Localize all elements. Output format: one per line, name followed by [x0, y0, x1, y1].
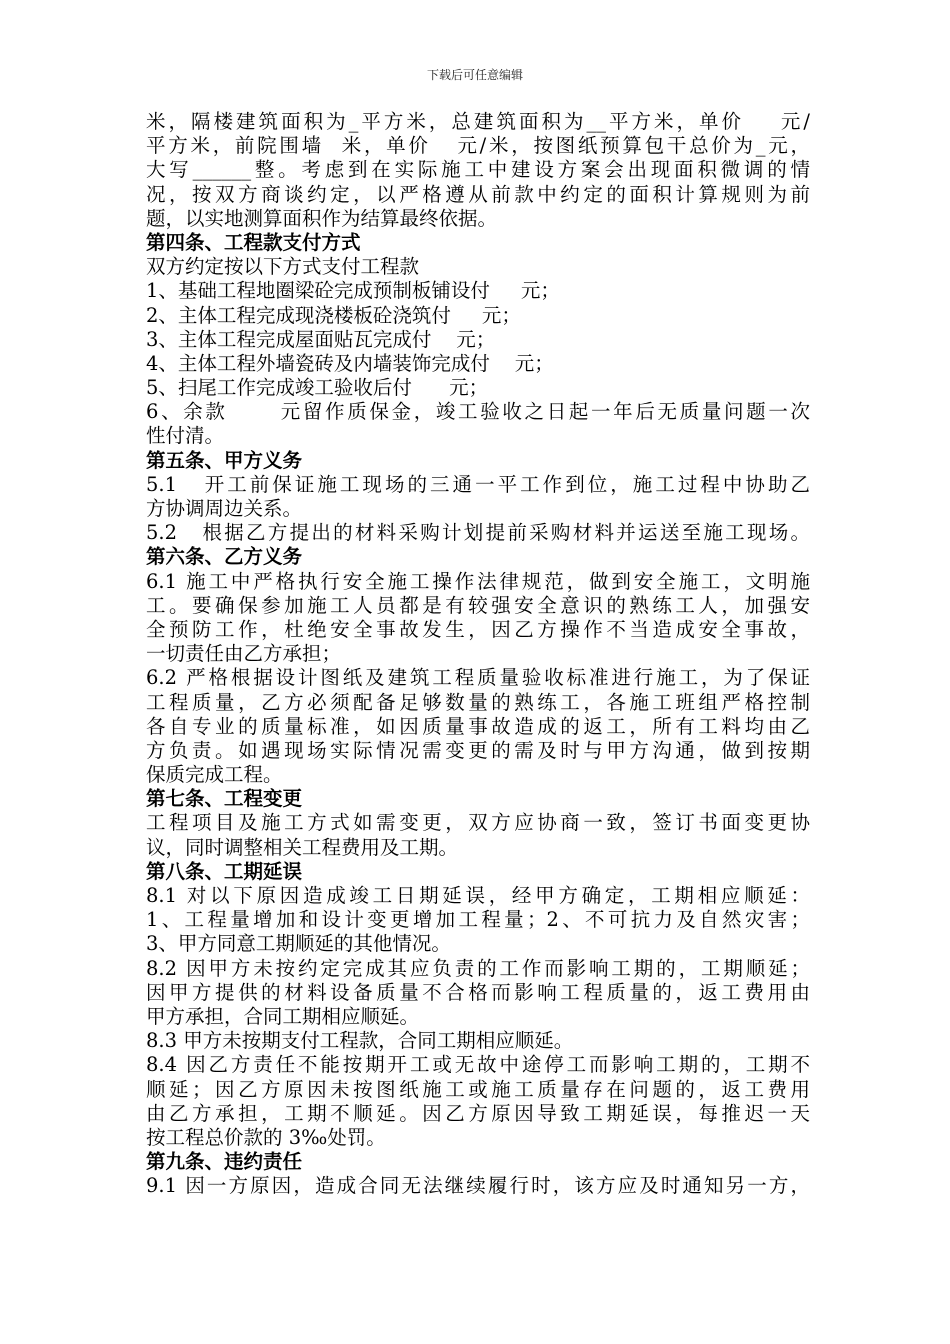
text-line: 工程项目及施工方式如需变更，双方应协商一致，签订书面变更协	[146, 811, 810, 835]
text-line: 平方米，前院围墙 米，单价 元/米，按图纸预算包干总价为_元，	[146, 134, 810, 158]
document-body	[146, 110, 810, 1198]
text-line: 8.4 因乙方责任不能按期开工或无故中途停工而影响工期的，工期不	[146, 1053, 810, 1077]
text-line: 全预防工作，杜绝安全事故发生，因乙方操作不当造成安全事故，	[146, 617, 810, 641]
text-line: 保质完成工程。	[146, 763, 283, 787]
text-line: 因甲方提供的材料设备质量不合格而影响工程质量的，返工费用由	[146, 980, 810, 1004]
text-line: 工。要确保参加施工人员都是有较强安全意识的熟练工人，加强安	[146, 593, 810, 617]
text-line: 双方约定按以下方式支付工程款	[146, 255, 420, 279]
text-line: 1、工程量增加和设计变更增加工程量；2、不可抗力及自然灾害；	[146, 908, 810, 932]
text-line: 3、主体工程完成屋面贴瓦完成付 元；	[146, 327, 496, 351]
text-line: 6.1 施工中严格执行安全施工操作法律规范，做到安全施工，文明施	[146, 569, 810, 593]
page-header: 下载后可任意编辑	[426, 68, 523, 82]
text-line: 6、余款 元留作质保金，竣工验收之日起一年后无质量问题一次	[146, 400, 810, 424]
text-line: 5、扫尾工作完成竣工验收后付 元；	[146, 376, 489, 400]
text-line: 8.2 因甲方未按约定完成其应负责的工作而影响工期的，工期顺延；	[146, 956, 810, 980]
text-line: 工程质量，乙方必须配备足够数量的熟练工，各施工班组严格控制	[146, 690, 810, 714]
section-heading: 第八条、工期延误	[146, 859, 303, 883]
text-line: 3、甲方同意工期顺延的其他情况。	[146, 932, 451, 956]
text-line: 况，按双方商谈约定，以严格遵从前款中约定的面积计算规则为前	[146, 182, 810, 206]
text-line: 题，以实地测算面积作为结算最终依据。	[146, 206, 498, 230]
text-line: 由乙方承担，工期不顺延。因乙方原因导致工期延误，每推迟一天	[146, 1101, 810, 1125]
text-line: 米，隔楼建筑面积为_平方米，总建筑面积为__平方米，单价 元/	[146, 110, 810, 133]
text-line: 6.2 严格根据设计图纸及建筑工程质量验收标准进行施工，为了保证	[146, 666, 810, 690]
text-line: 1、基础工程地圈梁砼完成预制板铺设付 元；	[146, 279, 560, 303]
text-line: 5.2 根据乙方提出的材料采购计划提前采购材料并运送至施工现场。	[146, 521, 810, 545]
text-line: 2、主体工程完成现浇楼板砼浇筑付 元；	[146, 303, 521, 327]
text-line: 各自专业的质量标准，如因质量事故造成的返工，所有工料均由乙	[146, 714, 810, 738]
text-line: 甲方承担，合同工期相应顺延。	[146, 1004, 420, 1028]
section-heading: 第六条、乙方义务	[146, 545, 303, 569]
text-line: 性付清。	[146, 424, 225, 448]
text-line: 方协调周边关系。	[146, 497, 303, 520]
text-line: 按工程总价款的 3‰处罚。	[146, 1125, 386, 1149]
text-line: 8.3 甲方未按期支付工程款，合同工期相应顺延。	[146, 1029, 574, 1053]
text-line: 8.1 对以下原因造成竣工日期延误，经甲方确定，工期相应顺延：	[146, 884, 810, 907]
text-line: 4、主体工程外墙瓷砖及内墙装饰完成付 元；	[146, 351, 554, 375]
section-heading: 第五条、甲方义务	[146, 448, 303, 472]
section-heading: 第七条、工程变更	[146, 787, 303, 811]
text-line: 5.1 开工前保证施工现场的三通一平工作到位，施工过程中协助乙	[146, 472, 810, 496]
text-line: 议，同时调整相关工程费用及工期。	[146, 835, 459, 859]
section-heading: 第四条、工程款支付方式	[146, 230, 361, 254]
text-line: 9.1 因一方原因，造成合同无法继续履行时，该方应及时通知另一方，	[146, 1174, 810, 1198]
text-line: 方负责。如遇现场实际情况需变更的需及时与甲方沟通，做到按期	[146, 738, 810, 762]
text-line: 顺延；因乙方原因未按图纸施工或施工质量存在问题的，返工费用	[146, 1077, 810, 1101]
section-heading: 第九条、违约责任	[146, 1150, 303, 1174]
text-line: 一切责任由乙方承担；	[146, 642, 342, 666]
text-line: 大写______整。考虑到在实际施工中建设方案会出现面积微调的情	[146, 158, 810, 182]
